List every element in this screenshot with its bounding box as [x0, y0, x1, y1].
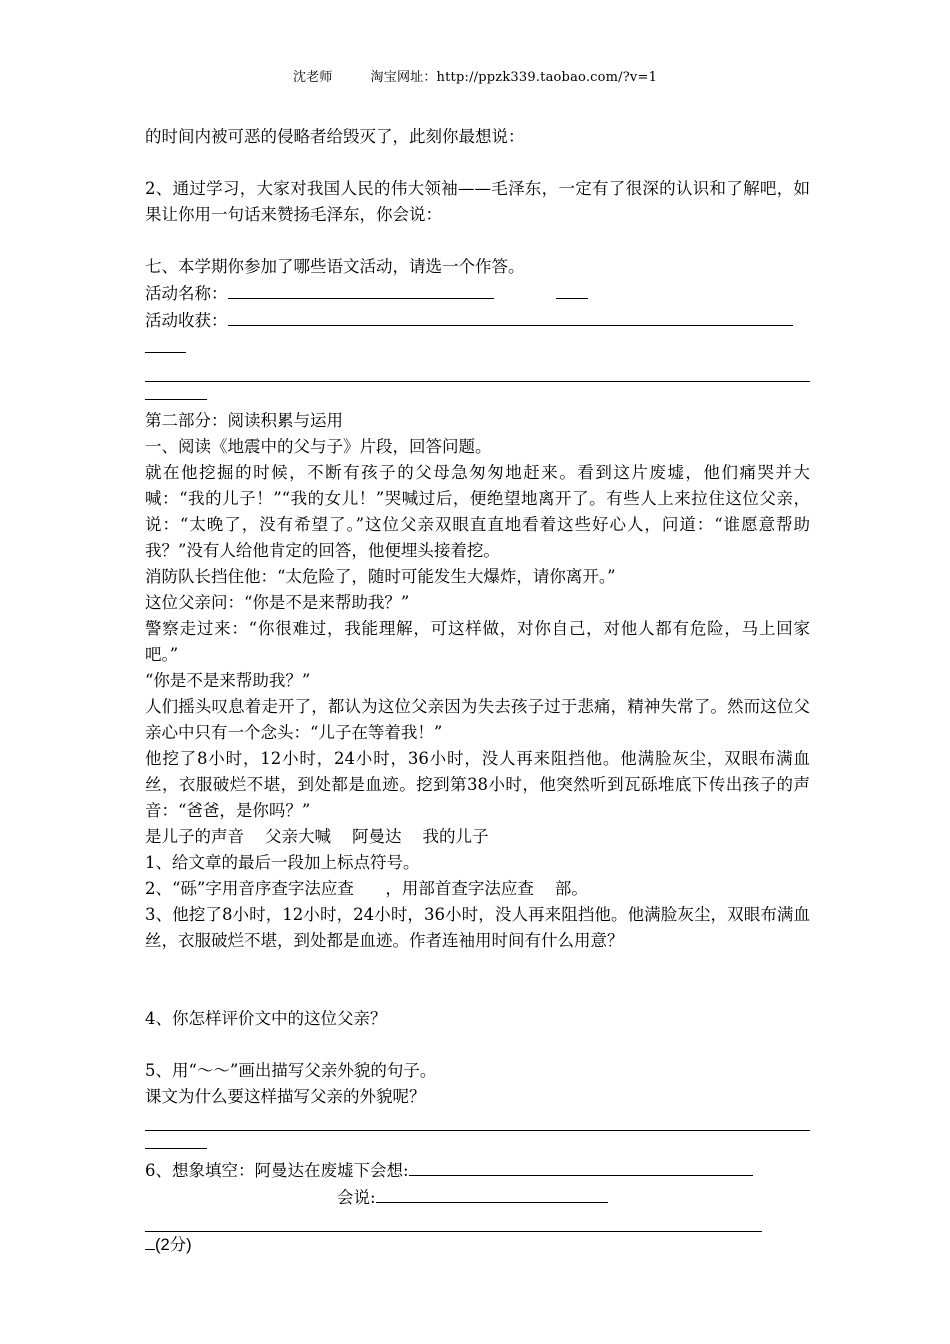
passage-paragraph-7: 他挖了8小时，12小时，24小时，36小时，没人再来阻挡他。他满脸灰尘，双眼布满血丝，衣服破烂不堪，到处都是血迹。挖到第38小时，他突然听到瓦砾堆底下传出孩子的声音：“爸爸，是你吗？” — [145, 749, 810, 820]
reading-1-heading: 一、阅读《地震中的父与子》片段，回答问题。 — [145, 437, 492, 456]
page-header — [0, 66, 950, 85]
question-4: 4、你怎样评价文中的这位父亲？ — [145, 1009, 387, 1028]
passage-paragraph-6: 人们摇头叹息着走开了，都认为这位父亲因为失去孩子过于悲痛，精神失常了。然而这位父亲心中只有一个念头：“儿子在等着我！” — [145, 697, 810, 742]
section-7-heading: 七、本学期你参加了哪些语文活动，请选一个作答。 — [145, 257, 525, 276]
header-shop-url: 淘宝网址：http://ppzk339.taobao.com/?v=1 — [370, 70, 658, 85]
activity-gain-line — [145, 307, 810, 334]
question-2: 2、通过学习，大家对我国人民的伟大领袖——毛泽东，一定有了很深的认识和了解吧，如果让你用一句话来赞扬毛泽东，你会说： — [145, 179, 810, 224]
question-5b: 课文为什么要这样描写父亲的外貌呢？ — [145, 1087, 426, 1106]
passage-paragraph-3: 这位父亲问：“你是不是来帮助我？” — [145, 593, 410, 612]
score-line — [145, 1232, 810, 1258]
activity-name-line — [145, 280, 810, 307]
question-2b: 2、“砾”字用音序查字法应查 ，用部首查字法应查 部。 — [145, 879, 588, 898]
activity-name-blank-tail[interactable] — [556, 280, 588, 299]
question-6: 6、想象填空：阿曼达在废墟下会想: — [145, 1161, 409, 1180]
answer-line-tail[interactable] — [145, 334, 810, 361]
question-5: 5、用“～～”画出描写父亲外貌的句子。 — [145, 1061, 437, 1080]
activity-name-blank[interactable] — [228, 280, 494, 299]
activity-gain-label: 活动收获： — [145, 311, 228, 330]
think-blank[interactable] — [409, 1157, 753, 1176]
passage-paragraph-5: “你是不是来帮助我？” — [145, 671, 311, 690]
text-line: 的时间内被可恶的侵略者给毁灭了，此刻你最想说： — [145, 127, 525, 146]
part-2-heading: 第二部分：阅读积累与运用 — [145, 411, 343, 430]
answer-line-tail[interactable] — [145, 1131, 810, 1157]
question-1: 1、给文章的最后一段加上标点符号。 — [145, 853, 420, 872]
header-teacher: 沈老师 — [292, 70, 333, 85]
question-6-say-line — [145, 1184, 810, 1211]
question-6-line — [145, 1157, 810, 1184]
passage-paragraph-2: 消防队长挡住他：“太危险了，随时可能发生大爆炸，请你离开。” — [145, 567, 616, 586]
activity-name-label: 活动名称： — [145, 284, 228, 303]
answer-line-tail[interactable] — [145, 382, 810, 408]
say-blank[interactable] — [376, 1184, 608, 1203]
passage-paragraph-1: 就在他挖掘的时候，不断有孩子的父母急匆匆地赶来。看到这片废墟，他们痛哭并大喊：“我的儿子！”“我的女儿！”哭喊过后，便绝望地离开了。有些人上来拉住这位父亲，说：“太晚了，没有希望了。”这位父亲双眼直直地看着这些好心人，问道：“谁愿意帮助我？”没有人给他肯定的回答，他便埋头接着挖。 — [145, 463, 810, 560]
score-label: (2分) — [155, 1236, 192, 1254]
answer-rule[interactable] — [145, 1110, 810, 1131]
say-label: 会说: — [337, 1188, 376, 1207]
question-3: 3、他挖了8小时，12小时，24小时，36小时，没人再来阻挡他。他满脸灰尘，双眼布满血丝，衣服破烂不堪，到处都是血迹。作者连袖用时间有什么用意？ — [145, 905, 810, 950]
answer-rule[interactable] — [145, 1211, 762, 1232]
document-body — [145, 124, 810, 1258]
answer-rule[interactable] — [145, 361, 810, 382]
passage-paragraph-4: 警察走过来：“你很难过，我能理解，可这样做，对你自己，对他人都有危险，马上回家吧。” — [145, 619, 810, 664]
passage-paragraph-8: 是儿子的声音 父亲大喊 阿曼达 我的儿子 — [145, 827, 489, 846]
activity-gain-blank[interactable] — [228, 307, 793, 326]
